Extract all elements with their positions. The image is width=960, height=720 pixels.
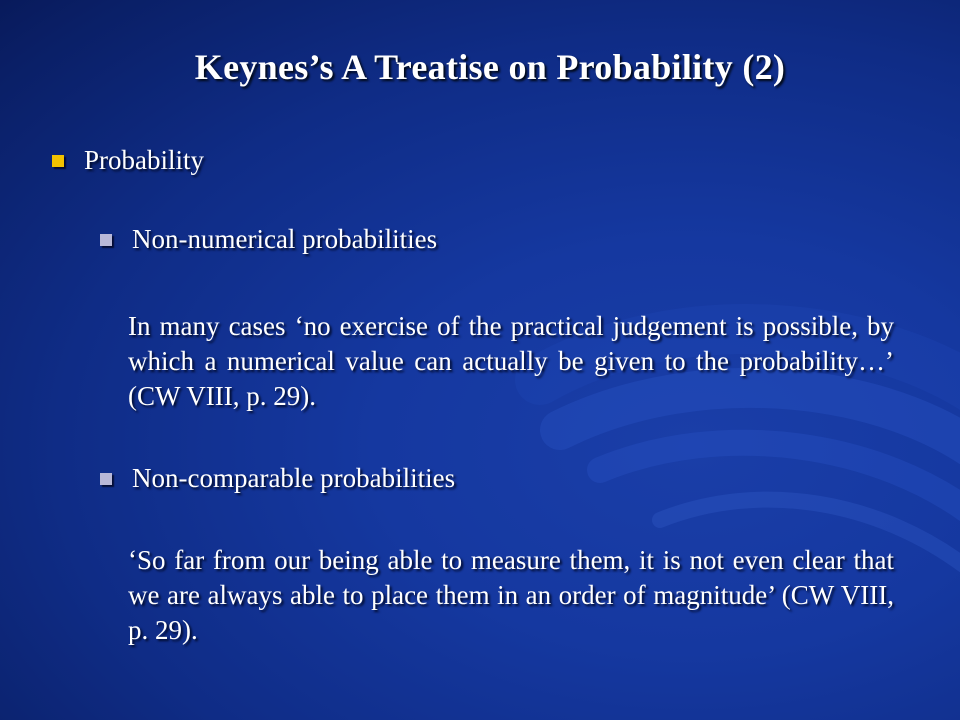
quote-paragraph: ‘So far from our being able to measure them, it is not even clear that we are always able to place them in an order of magnitude’ (CW VIII, p. 29). <box>128 545 894 645</box>
quote-paragraph: In many cases ‘no exercise of the practical judgement is possible, by which a numerical value can actually be given to the probability…’ (CW VIII, p. 29). <box>128 311 894 411</box>
square-bullet-icon <box>100 473 112 485</box>
bullet-label: Probability <box>84 145 204 175</box>
bullet-label: Non-comparable probabilities <box>132 463 456 493</box>
square-bullet-icon <box>52 155 64 167</box>
bullet-non-comparable <box>100 463 455 494</box>
bullet-probability <box>52 145 204 176</box>
bullet-label: Non-numerical probabilities <box>132 224 438 254</box>
slide-title: Keynes’s A Treatise on Probability (2) <box>194 47 786 87</box>
square-bullet-icon <box>100 234 112 246</box>
bullet-non-numerical <box>100 224 437 255</box>
